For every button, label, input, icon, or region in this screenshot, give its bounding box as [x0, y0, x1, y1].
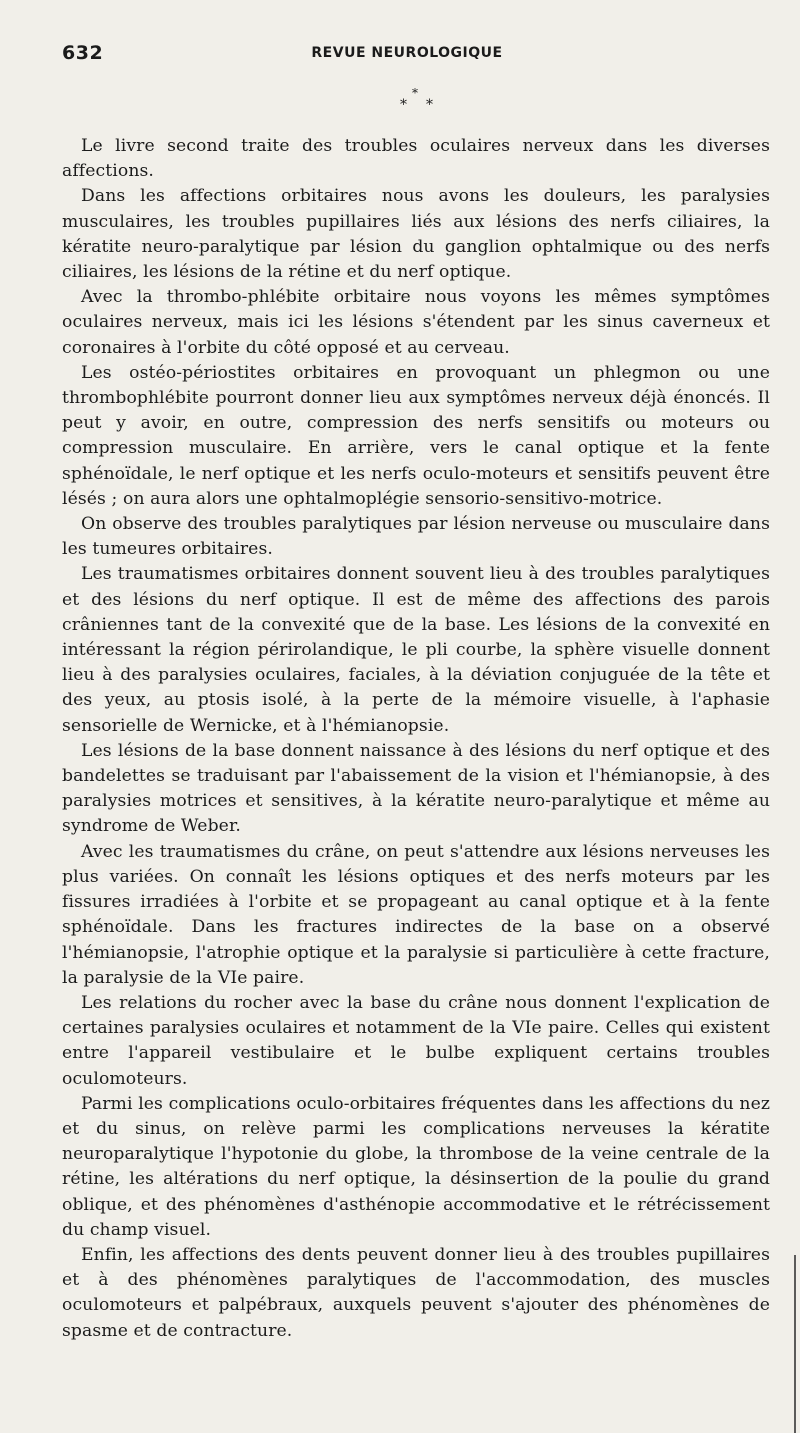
paragraph: Dans les affections orbitaires nous avons les douleurs, les paralysies musculaires, les troubles pupillaires liés aux lésions des nerfs ciliaires, la kératite neuro-paralytique par lésion du ganglion ophtalmique ou des nerfs ciliaires, les lésions de la rétine et du nerf optique. — [62, 186, 770, 283]
scan-edge-line — [794, 1255, 796, 1433]
paragraph: On observe des troubles paralytiques par lésion nerveuse ou musculaire dans les tumeures orbitaires. — [62, 514, 770, 560]
asterism-ornament — [395, 84, 445, 118]
running-title: REVUE NEUROLOGIQUE — [311, 45, 503, 61]
page-header — [62, 42, 752, 72]
paragraph: Les lésions de la base donnent naissance à des lésions du nerf optique et des bandelettes se traduisant par l'abaissement de la vision et l'hémianopsie, à des paralysies motrices et sensitives, à la kératite neuro-paralytique et même au syndrome de Weber. — [62, 740, 770, 837]
paragraph: Enfin, les affections des dents peuvent donner lieu à des troubles pupillaires et à des phénomènes paralytiques de l'accommodation, des muscles oculomoteurs et palpébraux, auxquels peuvent s'ajouter des phénomènes de spasme et de contracture. — [62, 1244, 770, 1341]
paragraph: Avec la thrombo-phlébite orbitaire nous voyons les mêmes symptômes oculaires nerveux, mais ici les lésions s'étendent par les sinus caverneux et coronaires à l'orbite du côté opposé et au cerveau. — [62, 287, 770, 358]
paragraph: Les traumatismes orbitaires donnent souvent lieu à des troubles paralytiques et des lésions du nerf optique. Il est de même des affections des parois crâniennes tant de la convexité que de la base. Les lésions de la convexité en intéressant la région périrolandique, le pli courbe, la sphère visuelle donnent lieu à des paralysies oculaires, faciales, à la déviation conjuguée de la tête et des yeux, au ptosis isolé, à la perte de la mémoire visuelle, à l'aphasie sensorielle de Wernicke, et à l'hémianopsie. — [62, 564, 770, 736]
paragraph: Avec les traumatismes du crâne, on peut s'attendre aux lésions nerveuses les plus variées. On connaît les lésions optiques et des nerfs moteurs par les fissures irradiées à l'orbite et se propageant au canal optique et à la fente sphénoïdale. Dans les fractures indirectes de la base on a observé l'hémianopsie, l'atrophie optique et la paralysie si particulière à cette fracture, la paralysie de la VIe paire. — [62, 841, 770, 988]
paragraph: Le livre second traite des troubles oculaires nerveux dans les diverses affections. — [62, 136, 770, 182]
paragraph: Les relations du rocher avec la base du crâne nous donnent l'explication de certaines paralysies oculaires et notamment de la VIe paire. Celles qui existent entre l'appareil vestibulaire et le bulbe expliquent certains troubles oculomoteurs. — [62, 992, 770, 1089]
star-icon: * — [426, 97, 433, 113]
star-icon: * — [412, 86, 418, 100]
paragraph: Parmi les complications oculo-orbitaires fréquentes dans les affections du nez et du sinus, on relève parmi les complications nerveuses la kératite neuroparalytique l'hypotonie du globe, la thrombose de la veine centrale de la rétine, les altérations du nerf optique, la désinsertion de la poulie du grand oblique, et des phénomènes d'asthénopie accommodative et le rétrécissement du champ visuel. — [62, 1093, 770, 1240]
body-text — [62, 134, 770, 1344]
page-number: 632 — [62, 42, 104, 64]
paragraph: Les ostéo-périostites orbitaires en provoquant un phlegmon ou une thrombophlébite pourront donner lieu aux symptômes nerveux déjà énoncés. Il peut y avoir, en outre, compression des nerfs sensitifs ou moteurs ou compression musculaire. En arrière, vers le canal optique et la fente sphénoïdale, le nerf optique et les nerfs oculo-moteurs et sensitifs peuvent être lésés ; on aura alors une ophtalmoplégie sensorio-sensitivo-motrice. — [62, 362, 770, 509]
star-icon: * — [400, 97, 407, 113]
